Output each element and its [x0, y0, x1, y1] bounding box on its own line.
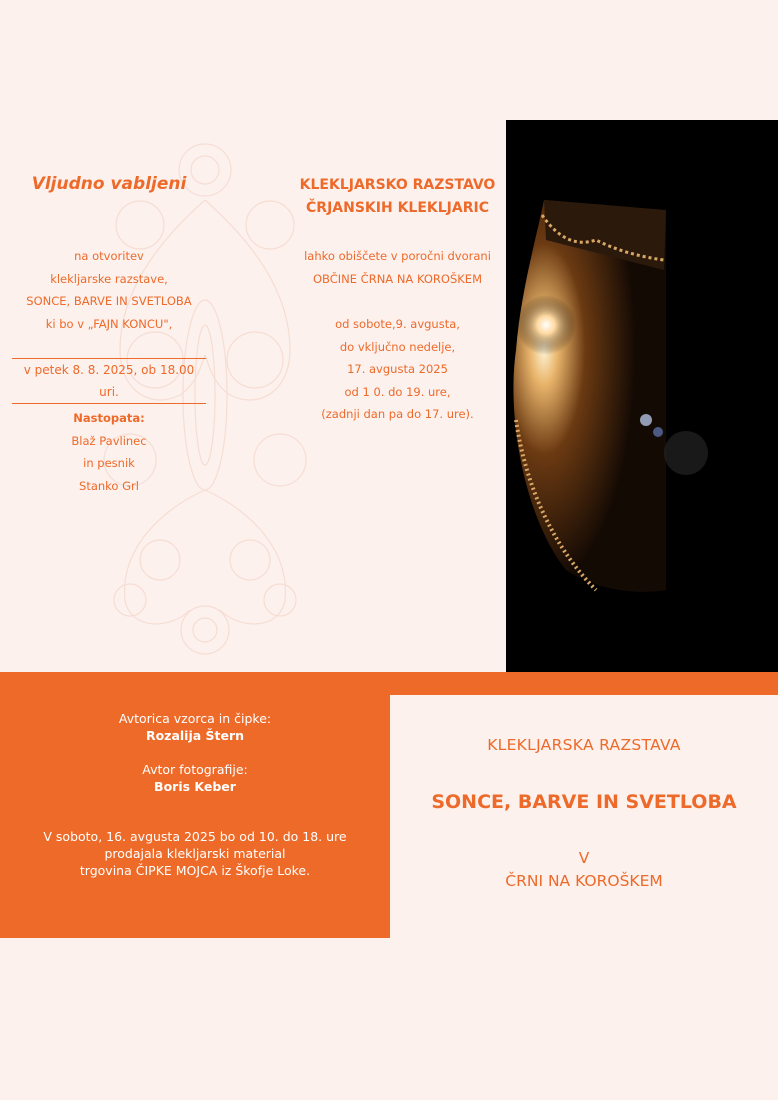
invitation-text	[0, 245, 218, 335]
sale-line: prodajala klekljarski material	[104, 846, 286, 861]
sale-line: V soboto, 16. avgusta 2025 bo od 10. do 18. ure	[43, 829, 347, 844]
cover-subtitle: KLEKLJARSKA RAZSTAVA	[487, 736, 681, 754]
hours-line: do vključno nedelje,	[339, 339, 456, 354]
cover-location-prefix: V	[578, 849, 590, 867]
performer-line: Stanko Grl	[79, 478, 139, 493]
invitation-line: SONCE, BARVE IN SVETLOBA	[26, 294, 192, 308]
cover-panel	[390, 695, 778, 938]
cover-title: SONCE, BARVE IN SVETLOBA	[431, 791, 737, 813]
exhibition-title-line: KLEKLJARSKO RAZSTAVO	[299, 177, 496, 193]
hours-line: (zadnji dan pa do 17. ure).	[321, 407, 474, 421]
pattern-credit-label: Avtorica vzorca in čipke:	[118, 711, 272, 726]
invitation-title: Vljudno vabljeni	[31, 174, 187, 194]
hours-line: 17. avgusta 2025	[347, 362, 448, 376]
photo-credit-label: Avtor fotografije:	[142, 762, 248, 777]
performer-line: in pesnik	[83, 456, 135, 470]
photo-author: Boris Keber	[154, 779, 236, 794]
credits-panel	[0, 672, 390, 938]
hours-line: od 1 0. do 19. ure,	[344, 384, 451, 399]
photo-credit	[0, 761, 390, 795]
invitation-date: v petek 8. 8. 2025, ob 18.00 uri.	[12, 358, 206, 404]
invitation-line: klekljarske razstave,	[50, 271, 168, 286]
opening-hours	[290, 313, 505, 426]
sale-notice	[0, 828, 390, 879]
exhibition-title	[290, 174, 505, 220]
invitation-line: na otvoritev	[74, 249, 144, 263]
performers	[0, 407, 218, 497]
sale-line: trgovina ČIPKE MOJCA iz Škofje Loke.	[79, 863, 311, 878]
exhibition-title-line: ČRJANSKIH KLEKLJARIC	[306, 200, 489, 216]
cover-location: ČRNI NA KOROŠKEM	[505, 872, 663, 890]
pattern-credit	[0, 710, 390, 744]
performer-line: Blaž Pavlinec	[71, 433, 147, 448]
lamp-illustration	[506, 120, 778, 672]
venue-info	[290, 245, 505, 290]
venue-line: lahko obiščete v poročni dvorani	[304, 249, 491, 263]
venue-line: OBČINE ČRNA NA KOROŠKEM	[313, 271, 482, 286]
performers-heading: Nastopata:	[73, 411, 145, 425]
accent-strip	[390, 672, 778, 695]
pattern-author: Rozalija Štern	[145, 728, 245, 743]
hours-line: od sobote,9. avgusta,	[335, 317, 460, 331]
lace-lamp-photo	[506, 120, 778, 672]
invitation-line: ki bo v „FAJN KONCU",	[45, 316, 173, 331]
